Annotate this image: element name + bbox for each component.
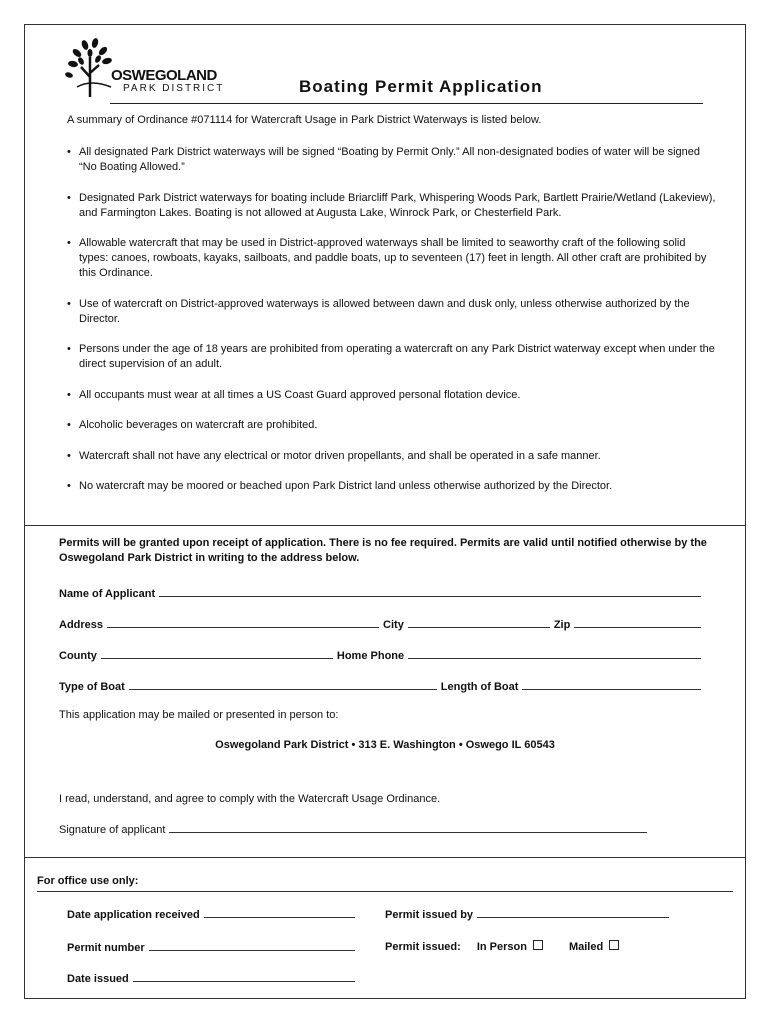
applicant-name-field[interactable] [159, 586, 701, 597]
date-issued-row [67, 971, 355, 985]
permit-issued-by-row [385, 907, 669, 921]
permit-number-field[interactable] [149, 940, 355, 951]
home-phone-label: Home Phone [336, 650, 405, 662]
date-issued-field[interactable] [133, 971, 355, 982]
office-divider [25, 857, 745, 858]
home-phone-field[interactable] [408, 648, 701, 659]
mailing-address: Oswegoland Park District • 313 E. Washington • Oswego IL 60543 [215, 739, 555, 751]
section-divider [25, 525, 745, 526]
list-item: • Watercraft shall not have any electrical or motor driven propellants, and shall be operated in a safe manner. [67, 449, 717, 464]
logo-subtitle: PARK DISTRICT [123, 83, 225, 94]
county-row [59, 648, 705, 662]
logo [63, 37, 233, 99]
permit-issued-by-field[interactable] [477, 907, 669, 918]
office-rule [37, 891, 733, 892]
permit-issued-row [385, 940, 685, 953]
boat-type-field[interactable] [129, 679, 437, 690]
permit-form [24, 24, 746, 999]
county-label: County [59, 650, 97, 662]
boat-type-label: Type of Boat [59, 681, 125, 693]
permit-issued-by-label: Permit issued by [385, 909, 474, 921]
list-item: • Persons under the age of 18 years are prohibited from operating a watercraft on any Park District waterway except when under the direct supervision of an adult. [67, 342, 717, 372]
rules-list [67, 145, 717, 510]
boat-length-field[interactable] [522, 679, 701, 690]
permit-note: Permits will be granted upon receipt of application. There is no fee required. Permits are valid until notified otherwise by the Oswegoland Park District in writing to the address below. [59, 537, 707, 564]
mailed-label: Mailed [568, 941, 604, 953]
address-label: Address [59, 619, 104, 631]
mail-note: This application may be mailed or presented in person to: [59, 709, 339, 721]
city-field[interactable] [408, 617, 550, 628]
agreement-text: I read, understand, and agree to comply with the Watercraft Usage Ordinance. [59, 793, 441, 805]
list-item: • Allowable watercraft that may be used in District-approved waterways shall be limited to seaworthy craft of the following solid types: canoes, rowboats, kayaks, sailboats, and paddle boats, up to seventeen (17) feet in length. All other craft are prohibited by this Ordinance. [67, 236, 717, 281]
title-rule [110, 103, 703, 104]
page-title: Boating Permit Application [299, 77, 543, 96]
list-item: • No watercraft may be moored or beached upon Park District land unless otherwise authorized by the Director. [67, 479, 717, 494]
intro-text: A summary of Ordinance #071114 for Watercraft Usage in Park District Waterways is listed below. [67, 114, 542, 126]
permit-issued-label: Permit issued: [385, 941, 461, 953]
in-person-checkbox[interactable] [533, 940, 543, 950]
signature-field[interactable] [169, 822, 647, 833]
county-field[interactable] [101, 648, 333, 659]
in-person-label: In Person [476, 941, 527, 953]
list-item: • Designated Park District waterways for boating include Briarcliff Park, Whispering Woods Park, Bartlett Prairie/Wetland (Lakeview), and Farmington Lakes. Boating is not allowed at Augusta Lake, Winrock Park, or Chesterfield Park. [67, 191, 717, 221]
signature-row [59, 822, 647, 836]
zip-label: Zip [553, 619, 571, 631]
mailed-checkbox[interactable] [609, 940, 619, 950]
office-title: For office use only: [37, 875, 139, 887]
date-received-label: Date application received [67, 909, 200, 921]
applicant-name-label: Name of Applicant [59, 588, 156, 600]
logo-name: OSWEGOLAND [111, 67, 217, 84]
address-row [59, 617, 705, 631]
zip-field[interactable] [574, 617, 701, 628]
signature-label: Signature of applicant [59, 824, 166, 836]
date-received-field[interactable] [204, 907, 355, 918]
boat-length-label: Length of Boat [440, 681, 519, 693]
list-item: • Alcoholic beverages on watercraft are prohibited. [67, 418, 717, 433]
permit-number-label: Permit number [67, 942, 145, 954]
list-item: • All designated Park District waterways will be signed “Boating by Permit Only.” All non-designated bodies of water will be signed “No Boating Allowed.” [67, 145, 717, 175]
date-received-row [67, 907, 355, 921]
address-field[interactable] [107, 617, 379, 628]
city-label: City [383, 619, 404, 631]
date-issued-label: Date issued [67, 973, 129, 985]
list-item: • All occupants must wear at all times a US Coast Guard approved personal flotation device. [67, 388, 717, 403]
permit-number-row [67, 940, 355, 954]
applicant-name-row [59, 586, 705, 600]
boat-row [59, 679, 705, 693]
list-item: • Use of watercraft on District-approved waterways is allowed between dawn and dusk only, unless otherwise authorized by the Director. [67, 297, 717, 327]
